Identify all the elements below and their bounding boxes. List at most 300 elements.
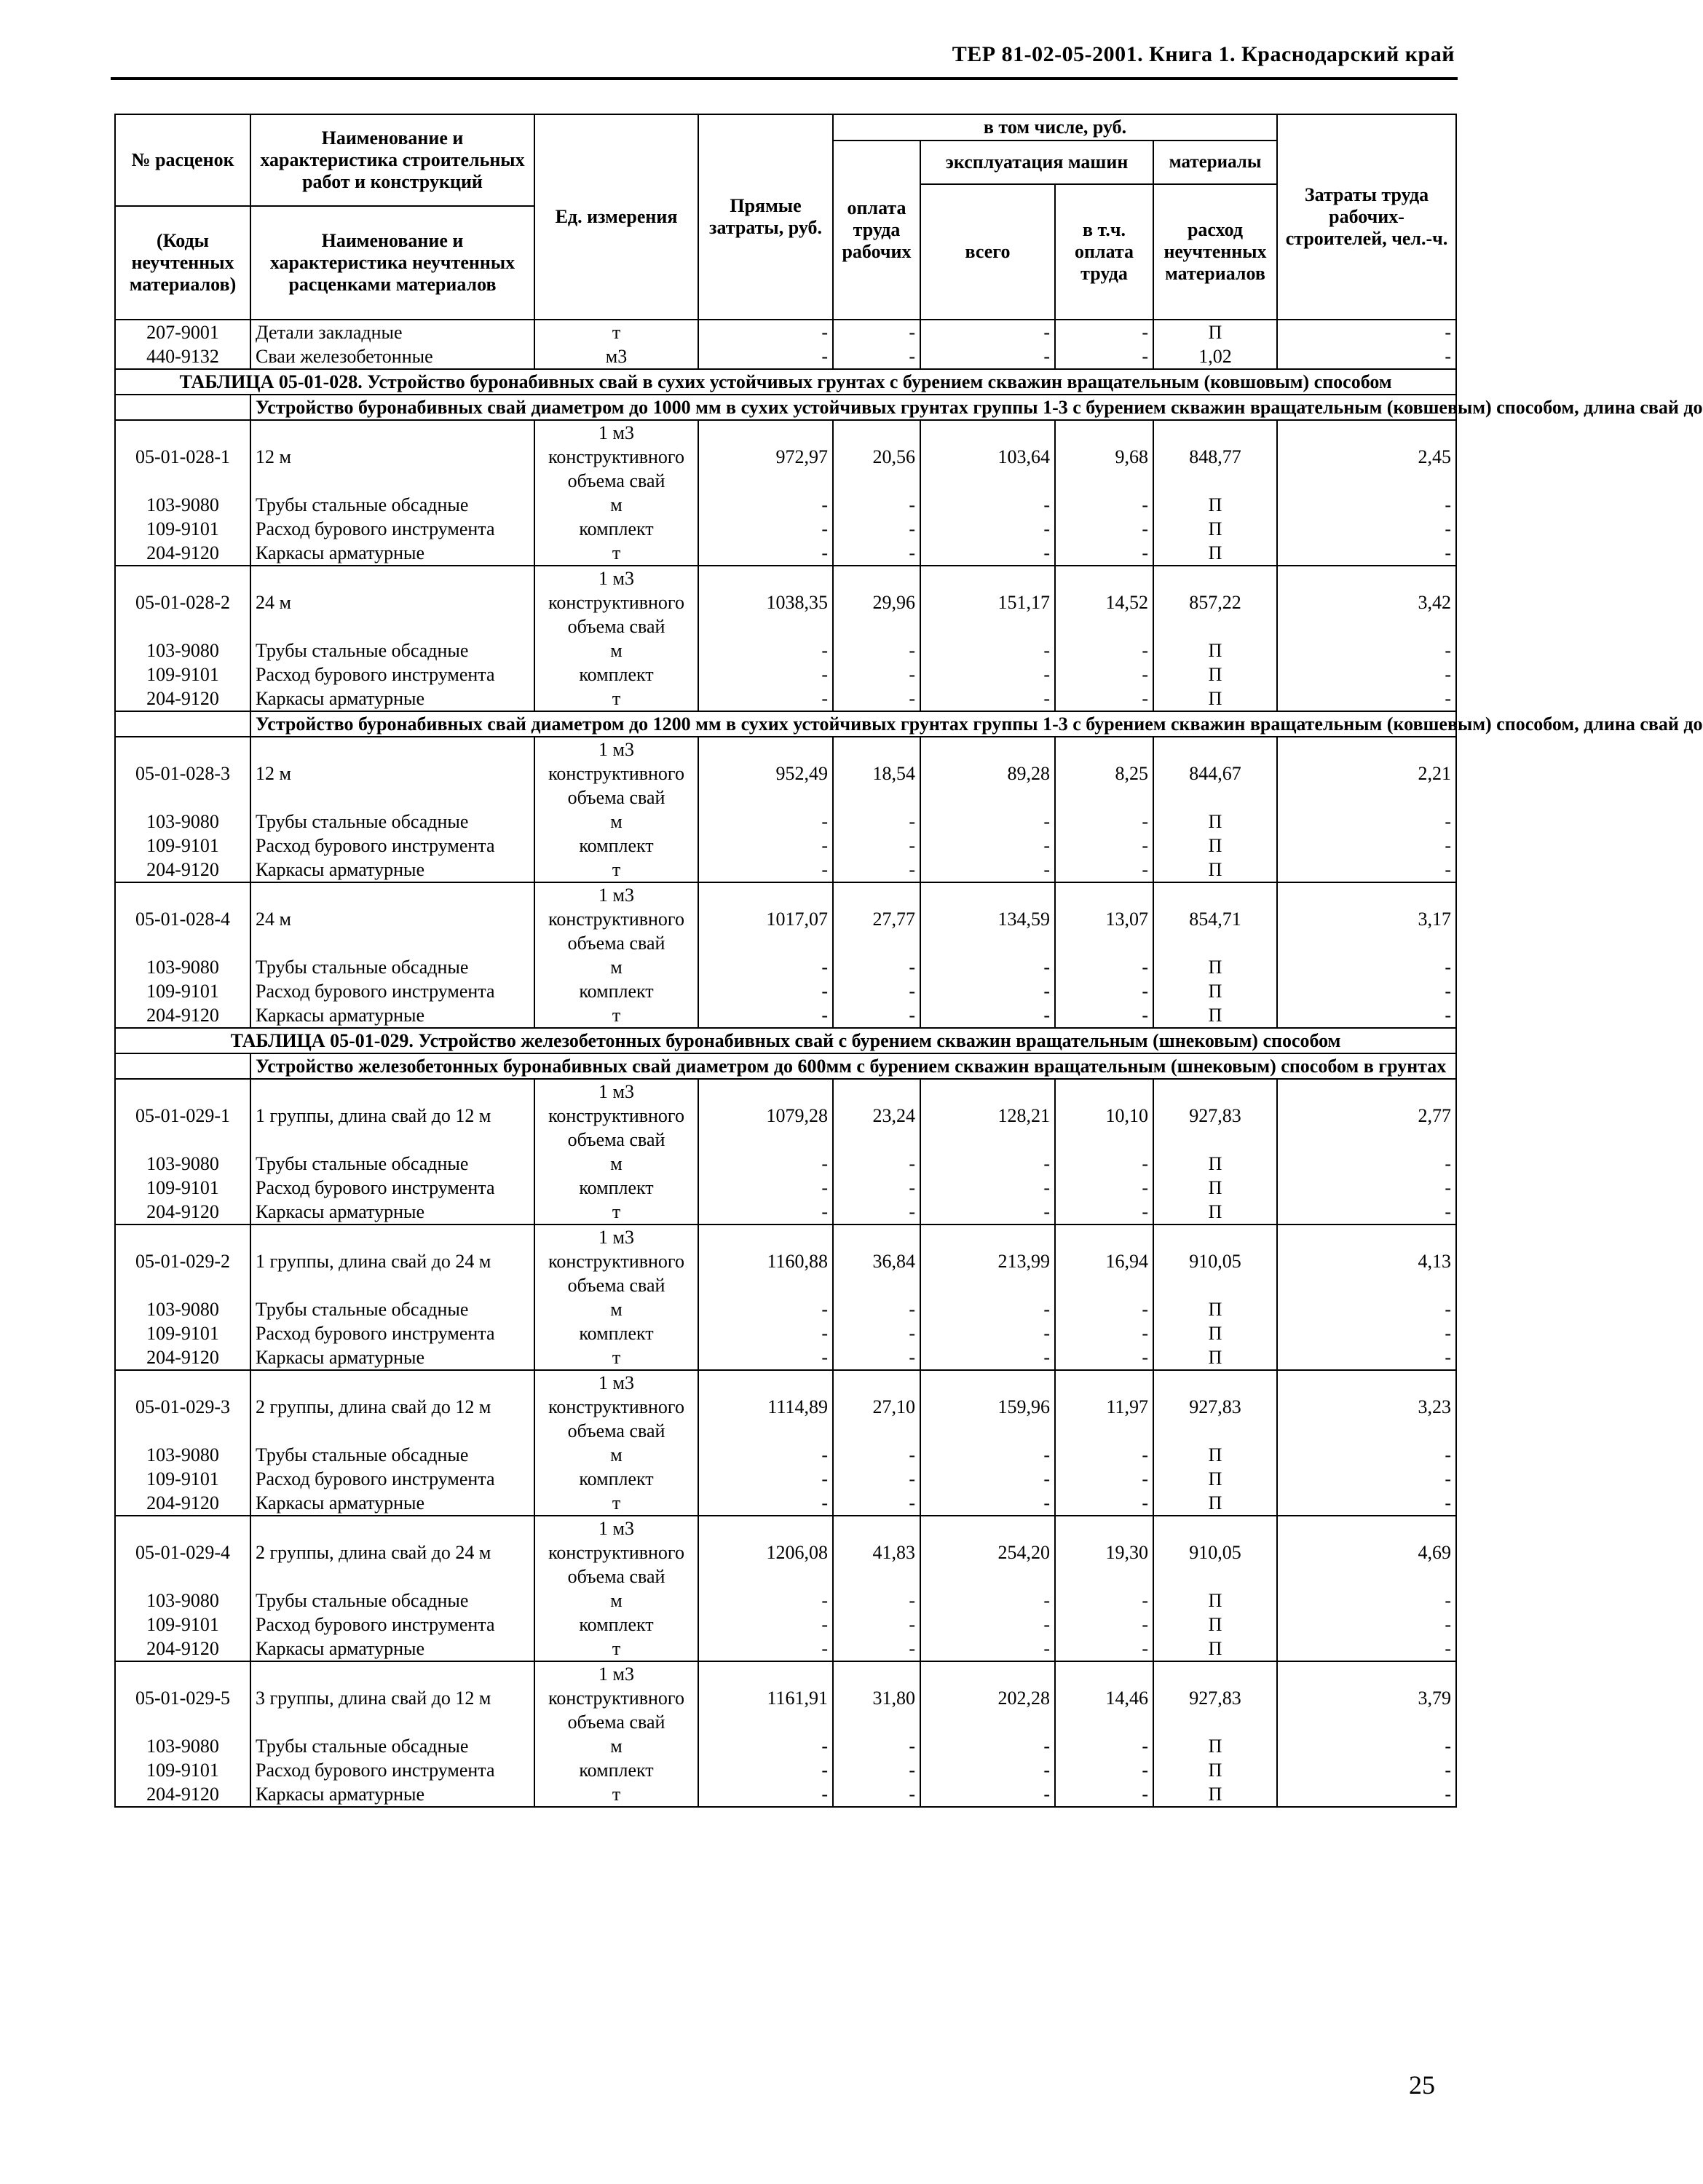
cell-name: Детали закладные: [250, 320, 534, 344]
section-row: [115, 395, 1456, 420]
cell-name: Трубы стальные обсадные: [250, 1734, 534, 1758]
page-number: 25: [1409, 2070, 1435, 2100]
cell-labor: -: [1277, 541, 1456, 566]
cell-labor: -: [1277, 1782, 1456, 1807]
cell-labor: -: [1277, 955, 1456, 979]
cell-wages: 41,83: [833, 1516, 920, 1588]
cell-materials: П: [1153, 1176, 1277, 1200]
cell-machines-total: -: [920, 320, 1055, 344]
cell-code: 05-01-029-5: [115, 1661, 250, 1734]
cell-labor: -: [1277, 1297, 1456, 1321]
cell-unit: 1 м3 конструктивного объема свай: [534, 1516, 698, 1588]
material-row: [115, 1176, 1456, 1200]
cell-name: Расход бурового инструмента: [250, 662, 534, 687]
cell-wages: 27,77: [833, 882, 920, 955]
cell-direct: -: [698, 1200, 833, 1224]
cell-machines-total: -: [920, 1613, 1055, 1637]
cell-machines-total: -: [920, 810, 1055, 834]
cell-name: Трубы стальные обсадные: [250, 810, 534, 834]
cell-name: 2 группы, длина свай до 24 м: [250, 1516, 534, 1588]
cell-name: 1 группы, длина свай до 12 м: [250, 1079, 534, 1152]
cell-materials: П: [1153, 834, 1277, 858]
cell-materials: П: [1153, 1467, 1277, 1491]
cell-machines-wages: 10,10: [1055, 1079, 1153, 1152]
cell-machines-wages: -: [1055, 979, 1153, 1003]
cell-labor: -: [1277, 320, 1456, 344]
cell-wages: -: [833, 1637, 920, 1661]
cell-labor: -: [1277, 810, 1456, 834]
cell-unit: 1 м3 конструктивного объема свай: [534, 737, 698, 810]
cell-code: 103-9080: [115, 1734, 250, 1758]
cell-direct: -: [698, 1588, 833, 1613]
cell-direct: 1161,91: [698, 1661, 833, 1734]
material-row: [115, 810, 1456, 834]
cell-labor: 3,23: [1277, 1370, 1456, 1443]
cell-direct: -: [698, 541, 833, 566]
cell-machines-wages: -: [1055, 1734, 1153, 1758]
cell-direct: -: [698, 687, 833, 711]
material-row: [115, 1758, 1456, 1782]
cell-machines-wages: 14,46: [1055, 1661, 1153, 1734]
cell-direct: -: [698, 1491, 833, 1516]
cell-wages: -: [833, 1297, 920, 1321]
cell-machines-total: -: [920, 1467, 1055, 1491]
cell-unit: комплект: [534, 517, 698, 541]
cell-machines-wages: 11,97: [1055, 1370, 1153, 1443]
cell-labor: -: [1277, 858, 1456, 882]
cell-materials: П: [1153, 1613, 1277, 1637]
cell-direct: -: [698, 493, 833, 517]
cell-name: Трубы стальные обсадные: [250, 1297, 534, 1321]
cell-direct: -: [698, 834, 833, 858]
cell-wages: -: [833, 1758, 920, 1782]
cell-labor: 4,69: [1277, 1516, 1456, 1588]
material-row: [115, 1637, 1456, 1661]
cell-name: 24 м: [250, 882, 534, 955]
cell-labor: -: [1277, 344, 1456, 369]
cell-code: 204-9120: [115, 1782, 250, 1807]
material-row: [115, 1152, 1456, 1176]
cell-machines-wages: 19,30: [1055, 1516, 1153, 1588]
cell-direct: -: [698, 1321, 833, 1345]
cell-name: Трубы стальные обсадные: [250, 1152, 534, 1176]
cell-code: 204-9120: [115, 1003, 250, 1028]
cell-wages: -: [833, 834, 920, 858]
material-row: [115, 1491, 1456, 1516]
cell-direct: -: [698, 955, 833, 979]
cell-code: 204-9120: [115, 1637, 250, 1661]
cell-name: Трубы стальные обсадные: [250, 955, 534, 979]
cell-unit: м: [534, 1734, 698, 1758]
cell-name: Каркасы арматурные: [250, 858, 534, 882]
cell-machines-total: 213,99: [920, 1224, 1055, 1297]
cell-name: Каркасы арматурные: [250, 1345, 534, 1370]
material-row: [115, 955, 1456, 979]
col-header-code-top: № расценок: [115, 114, 250, 206]
col-header-labor: Затраты труда рабочих-строителей, чел.-ч.: [1277, 114, 1456, 320]
cell-labor: 2,21: [1277, 737, 1456, 810]
cell-unit: комплект: [534, 662, 698, 687]
cell-wages: -: [833, 1321, 920, 1345]
cell-labor: -: [1277, 638, 1456, 662]
section-empty-cell: [115, 395, 250, 420]
cell-code: 103-9080: [115, 955, 250, 979]
cell-unit: м: [534, 1297, 698, 1321]
cell-materials: 927,83: [1153, 1370, 1277, 1443]
cell-materials: П: [1153, 1758, 1277, 1782]
cell-direct: -: [698, 979, 833, 1003]
cell-labor: 3,42: [1277, 566, 1456, 638]
cell-unit: комплект: [534, 1467, 698, 1491]
cell-materials: 1,02: [1153, 344, 1277, 369]
cell-materials: П: [1153, 320, 1277, 344]
cell-machines-total: -: [920, 1003, 1055, 1028]
material-row: [115, 662, 1456, 687]
material-row: [115, 1297, 1456, 1321]
section-row: [115, 711, 1456, 737]
cell-code: 05-01-029-3: [115, 1370, 250, 1443]
cell-materials: 910,05: [1153, 1224, 1277, 1297]
cell-direct: -: [698, 858, 833, 882]
material-row: [115, 1003, 1456, 1028]
cell-direct: -: [698, 344, 833, 369]
material-row: [115, 858, 1456, 882]
cell-wages: 36,84: [833, 1224, 920, 1297]
col-header-materials-sub: расход неучтенных материалов: [1153, 184, 1277, 320]
cell-unit: м: [534, 493, 698, 517]
cell-labor: -: [1277, 493, 1456, 517]
col-header-name-bottom: Наименование и характеристика неучтенных расценками материалов: [250, 206, 534, 320]
cell-wages: -: [833, 1613, 920, 1637]
table-title: ТАБЛИЦА 05-01-029. Устройство железобетонных буронабивных свай с бурением скважин вращательным (шнековым) способом: [115, 1028, 1456, 1053]
cell-machines-wages: 9,68: [1055, 420, 1153, 493]
cell-machines-total: 89,28: [920, 737, 1055, 810]
cell-direct: -: [698, 1176, 833, 1200]
cell-machines-wages: -: [1055, 955, 1153, 979]
cell-code: 204-9120: [115, 541, 250, 566]
col-header-name-top: Наименование и характеристика строительных работ и конструкций: [250, 114, 534, 206]
cell-labor: -: [1277, 687, 1456, 711]
cell-machines-wages: -: [1055, 493, 1153, 517]
cell-direct: -: [698, 1345, 833, 1370]
cell-machines-wages: 16,94: [1055, 1224, 1153, 1297]
material-row: [115, 1588, 1456, 1613]
cell-materials: П: [1153, 858, 1277, 882]
cell-machines-total: -: [920, 1345, 1055, 1370]
col-header-wages: оплата труда рабочих: [833, 141, 920, 320]
cell-direct: -: [698, 1613, 833, 1637]
table-title: ТАБЛИЦА 05-01-028. Устройство буронабивных свай в сухих устойчивых грунтах с бурением скважин вращательным (ковшовым) способом: [115, 369, 1456, 395]
cell-machines-total: -: [920, 979, 1055, 1003]
section-title: Устройство буронабивных свай диаметром до 1000 мм в сухих устойчивых грунтах группы 1-3 с бурением скважин вращательным (ковшевым) способом, длина свай до: [250, 395, 1456, 420]
cell-machines-total: 202,28: [920, 1661, 1055, 1734]
cell-code: 109-9101: [115, 517, 250, 541]
cell-labor: 3,17: [1277, 882, 1456, 955]
cell-materials: П: [1153, 517, 1277, 541]
cell-direct: -: [698, 1734, 833, 1758]
cell-machines-wages: -: [1055, 1588, 1153, 1613]
cell-name: Каркасы арматурные: [250, 541, 534, 566]
cell-materials: П: [1153, 1734, 1277, 1758]
material-row: [115, 541, 1456, 566]
col-header-direct: Прямые затраты, руб.: [698, 114, 833, 320]
cell-machines-total: -: [920, 1443, 1055, 1467]
cell-labor: -: [1277, 1003, 1456, 1028]
cell-direct: 1206,08: [698, 1516, 833, 1588]
cell-unit: 1 м3 конструктивного объема свай: [534, 1370, 698, 1443]
cell-machines-wages: -: [1055, 1200, 1153, 1224]
cell-wages: 18,54: [833, 737, 920, 810]
cell-machines-total: -: [920, 1176, 1055, 1200]
cell-wages: -: [833, 1176, 920, 1200]
rate-row: [115, 882, 1456, 955]
rate-row: [115, 737, 1456, 810]
cell-code: 05-01-029-2: [115, 1224, 250, 1297]
cell-direct: -: [698, 1782, 833, 1807]
cell-machines-wages: -: [1055, 1637, 1153, 1661]
cell-wages: -: [833, 979, 920, 1003]
cell-materials: П: [1153, 1200, 1277, 1224]
col-header-code-bottom: (Коды неучтенных материалов): [115, 206, 250, 320]
cell-code: 103-9080: [115, 1297, 250, 1321]
cell-machines-wages: -: [1055, 1176, 1153, 1200]
section-empty-cell: [115, 1053, 250, 1079]
cell-machines-total: 254,20: [920, 1516, 1055, 1588]
cell-unit: т: [534, 1637, 698, 1661]
cell-machines-wages: -: [1055, 320, 1153, 344]
cell-materials: П: [1153, 1345, 1277, 1370]
header-rule: [111, 77, 1458, 80]
material-row: [115, 344, 1456, 369]
cell-machines-wages: -: [1055, 662, 1153, 687]
cell-name: Расход бурового инструмента: [250, 517, 534, 541]
cell-code: 109-9101: [115, 1176, 250, 1200]
page-header: ТЕР 81-02-05-2001. Книга 1. Краснодарский край: [952, 42, 1455, 66]
cell-machines-total: -: [920, 955, 1055, 979]
cell-wages: -: [833, 344, 920, 369]
cell-name: 1 группы, длина свай до 24 м: [250, 1224, 534, 1297]
cell-direct: 1079,28: [698, 1079, 833, 1152]
material-row: [115, 320, 1456, 344]
material-row: [115, 834, 1456, 858]
cell-direct: -: [698, 1637, 833, 1661]
cell-materials: 854,71: [1153, 882, 1277, 955]
cell-materials: П: [1153, 1637, 1277, 1661]
cell-unit: комплект: [534, 1758, 698, 1782]
cell-machines-wages: -: [1055, 1758, 1153, 1782]
table-title-row: [115, 1028, 1456, 1053]
cell-unit: т: [534, 1782, 698, 1807]
cell-machines-wages: -: [1055, 517, 1153, 541]
cell-materials: 927,83: [1153, 1079, 1277, 1152]
cell-machines-total: -: [920, 1588, 1055, 1613]
cell-materials: П: [1153, 979, 1277, 1003]
cell-wages: 31,80: [833, 1661, 920, 1734]
section-title: Устройство буронабивных свай диаметром до 1200 мм в сухих устойчивых грунтах группы 1-3 с бурением скважин вращательным (ковшевым) способом, длина свай до: [250, 711, 1456, 737]
cell-direct: 1160,88: [698, 1224, 833, 1297]
cell-code: 103-9080: [115, 1152, 250, 1176]
cell-unit: комплект: [534, 834, 698, 858]
cell-code: 05-01-028-3: [115, 737, 250, 810]
cell-machines-wages: -: [1055, 638, 1153, 662]
cell-machines-total: -: [920, 834, 1055, 858]
cell-unit: т: [534, 858, 698, 882]
cell-machines-wages: -: [1055, 1345, 1153, 1370]
cell-labor: -: [1277, 517, 1456, 541]
cell-materials: 848,77: [1153, 420, 1277, 493]
cell-machines-total: 159,96: [920, 1370, 1055, 1443]
cell-code: 05-01-028-2: [115, 566, 250, 638]
cell-wages: -: [833, 662, 920, 687]
cell-wages: -: [833, 1003, 920, 1028]
cell-code: 103-9080: [115, 1443, 250, 1467]
cell-materials: 910,05: [1153, 1516, 1277, 1588]
cell-code: 109-9101: [115, 1467, 250, 1491]
cell-unit: комплект: [534, 1321, 698, 1345]
cell-labor: -: [1277, 1613, 1456, 1637]
table-title-row: [115, 369, 1456, 395]
cell-machines-wages: -: [1055, 834, 1153, 858]
cell-labor: 3,79: [1277, 1661, 1456, 1734]
cell-code: 204-9120: [115, 687, 250, 711]
col-header-machines-wages: в т.ч. оплата труда: [1055, 184, 1153, 320]
cell-machines-total: -: [920, 1637, 1055, 1661]
cell-machines-wages: -: [1055, 1613, 1153, 1637]
cell-direct: -: [698, 517, 833, 541]
cell-labor: -: [1277, 1588, 1456, 1613]
material-row: [115, 1443, 1456, 1467]
cell-code: 109-9101: [115, 979, 250, 1003]
cell-materials: 857,22: [1153, 566, 1277, 638]
cell-machines-total: -: [920, 687, 1055, 711]
cell-labor: -: [1277, 979, 1456, 1003]
cell-labor: -: [1277, 1758, 1456, 1782]
cell-wages: 23,24: [833, 1079, 920, 1152]
cell-wages: -: [833, 687, 920, 711]
cell-wages: -: [833, 858, 920, 882]
cell-materials: 927,83: [1153, 1661, 1277, 1734]
cell-wages: -: [833, 1443, 920, 1467]
cell-name: Расход бурового инструмента: [250, 1321, 534, 1345]
cell-unit: т: [534, 1200, 698, 1224]
material-row: [115, 1734, 1456, 1758]
cell-labor: -: [1277, 1345, 1456, 1370]
cell-wages: -: [833, 320, 920, 344]
cell-machines-total: 103,64: [920, 420, 1055, 493]
cell-materials: П: [1153, 662, 1277, 687]
cell-labor: -: [1277, 834, 1456, 858]
cell-unit: 1 м3 конструктивного объема свай: [534, 1224, 698, 1297]
cell-wages: -: [833, 1200, 920, 1224]
cell-name: Каркасы арматурные: [250, 1003, 534, 1028]
cell-materials: П: [1153, 1588, 1277, 1613]
cell-materials: П: [1153, 541, 1277, 566]
cell-labor: -: [1277, 1321, 1456, 1345]
rate-row: [115, 1370, 1456, 1443]
cell-name: Каркасы арматурные: [250, 1491, 534, 1516]
cell-unit: т: [534, 320, 698, 344]
price-table: [114, 114, 1703, 1808]
cell-wages: -: [833, 1734, 920, 1758]
cell-labor: -: [1277, 1176, 1456, 1200]
cell-name: Трубы стальные обсадные: [250, 1443, 534, 1467]
cell-machines-total: -: [920, 1491, 1055, 1516]
material-row: [115, 1321, 1456, 1345]
cell-code: 103-9080: [115, 1588, 250, 1613]
cell-direct: -: [698, 1758, 833, 1782]
cell-labor: -: [1277, 1200, 1456, 1224]
cell-machines-total: -: [920, 493, 1055, 517]
cell-machines-total: -: [920, 638, 1055, 662]
cell-name: 24 м: [250, 566, 534, 638]
cell-wages: 27,10: [833, 1370, 920, 1443]
cell-direct: -: [698, 1003, 833, 1028]
cell-machines-wages: -: [1055, 1491, 1153, 1516]
cell-code: 204-9120: [115, 858, 250, 882]
cell-name: Каркасы арматурные: [250, 687, 534, 711]
cell-direct: -: [698, 662, 833, 687]
section-empty-cell: [115, 711, 250, 737]
cell-direct: -: [698, 1443, 833, 1467]
cell-labor: -: [1277, 1637, 1456, 1661]
cell-materials: П: [1153, 955, 1277, 979]
table-header: [115, 114, 1456, 320]
cell-labor: 2,77: [1277, 1079, 1456, 1152]
cell-code: 109-9101: [115, 834, 250, 858]
cell-wages: 20,56: [833, 420, 920, 493]
cell-machines-total: -: [920, 662, 1055, 687]
cell-unit: м: [534, 1152, 698, 1176]
cell-name: Трубы стальные обсадные: [250, 1588, 534, 1613]
cell-direct: -: [698, 1467, 833, 1491]
cell-direct: -: [698, 638, 833, 662]
cell-materials: П: [1153, 687, 1277, 711]
col-header-machines: эксплуатация машин: [920, 141, 1153, 184]
cell-code: 109-9101: [115, 1758, 250, 1782]
cell-materials: П: [1153, 1152, 1277, 1176]
material-row: [115, 1467, 1456, 1491]
cell-code: 05-01-029-1: [115, 1079, 250, 1152]
cell-direct: -: [698, 1152, 833, 1176]
cell-direct: 972,97: [698, 420, 833, 493]
rate-row: [115, 1516, 1456, 1588]
cell-wages: -: [833, 1467, 920, 1491]
col-header-machines-total: всего: [920, 184, 1055, 320]
cell-name: Расход бурового инструмента: [250, 834, 534, 858]
cell-code: 204-9120: [115, 1345, 250, 1370]
cell-direct: -: [698, 810, 833, 834]
cell-unit: т: [534, 541, 698, 566]
rate-row: [115, 420, 1456, 493]
cell-machines-total: -: [920, 1297, 1055, 1321]
cell-name: Сваи железобетонные: [250, 344, 534, 369]
cell-machines-total: -: [920, 1200, 1055, 1224]
material-row: [115, 1345, 1456, 1370]
col-header-unit: Ед. измерения: [534, 114, 698, 320]
material-row: [115, 1613, 1456, 1637]
cell-unit: т: [534, 1003, 698, 1028]
cell-wages: -: [833, 1345, 920, 1370]
cell-labor: -: [1277, 662, 1456, 687]
cell-code: 103-9080: [115, 638, 250, 662]
cell-labor: -: [1277, 1491, 1456, 1516]
cell-unit: м: [534, 810, 698, 834]
cell-name: Расход бурового инструмента: [250, 1613, 534, 1637]
cell-code: 103-9080: [115, 493, 250, 517]
cell-name: Каркасы арматурные: [250, 1782, 534, 1807]
col-header-including: в том числе, руб.: [833, 114, 1277, 141]
cell-materials: П: [1153, 1782, 1277, 1807]
